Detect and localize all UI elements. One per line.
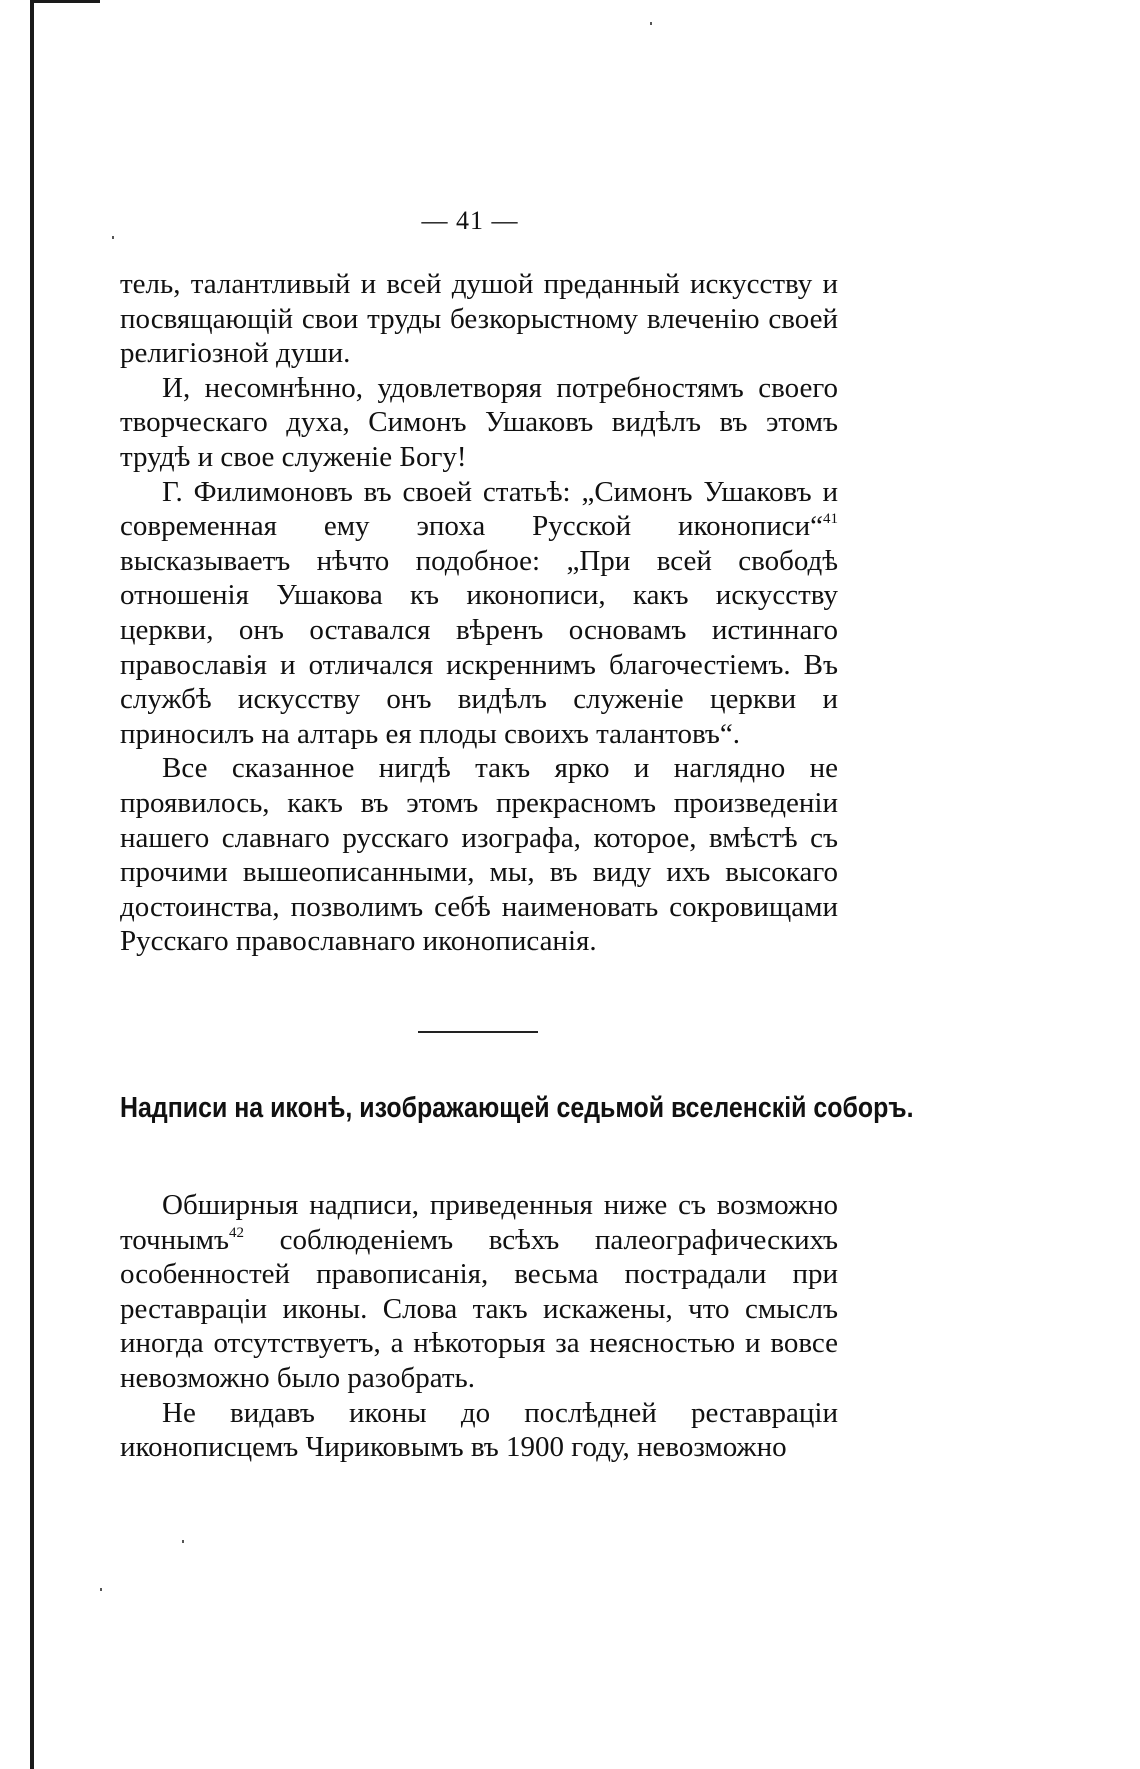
page-number: — 41 — xyxy=(421,206,519,235)
footnote-marker: 42 xyxy=(228,1224,244,1241)
scan-edge-top xyxy=(30,0,100,3)
paragraph-continuation: тель, талантливый и всей душой преданный искусству и посвящающій свои труды безкорыстному влеченію своей религіозной души. xyxy=(120,268,838,370)
scan-speck xyxy=(182,1540,184,1543)
section-separator xyxy=(418,1031,538,1033)
scan-speck xyxy=(650,22,652,25)
paragraph-with-footnote-41 xyxy=(120,475,838,752)
body-text-section-1 xyxy=(120,267,838,959)
section-heading: Надписи на иконѣ, изображающей седьмой вселенскій соборъ. xyxy=(120,1092,914,1124)
paragraph: И, несомнѣнно, удовлетворяя потребностямъ своего творческаго духа, Симонъ Ушаковъ видѣлъ въ этомъ трудѣ и свое служеніе Богу! xyxy=(120,371,838,473)
footnote-marker: 41 xyxy=(823,511,838,528)
scan-speck xyxy=(112,236,114,239)
paragraph: Все сказанное нигдѣ такъ ярко и наглядно не проявилось, какъ въ этомъ прекрасномъ произведеніи нашего славнаго русскаго изографа, которое, вмѣстѣ съ прочими вышеописанными, мы, въ виду ихъ высокаго достоинства, позволимъ себѣ наименовать сокровищами Русскаго православнаго иконописанія. xyxy=(120,752,838,958)
paragraph-with-footnote-42 xyxy=(120,1188,838,1396)
paragraph-text: Г. Филимоновъ въ своей статьѣ: „Симонъ Ушаковъ и современная ему эпоха Русской иконописи“ xyxy=(120,475,838,543)
paragraph-text: соблюденіемъ всѣхъ палеографическихъ особенностей правописанія, весьма пострадали при реставраціи иконы. Слова такъ искажены, что смыслъ иногда отсутствуетъ, а нѣкоторыя за неясностью и вовсе невозможно было разобрать. xyxy=(120,1223,838,1394)
paragraph-text: Обширныя надписи, приведенныя ниже съ возможно точнымъ xyxy=(120,1189,838,1256)
scan-speck xyxy=(100,1588,102,1591)
body-text-section-2 xyxy=(120,1188,838,1465)
paragraph-text: высказываетъ нѣчто подобное: „При всей свободѣ отношенія Ушакова къ иконописи, какъ искусству церкви, онъ оставался вѣренъ основамъ истиннаго православія и отличался искреннимъ благочестіемъ. Въ службѣ искусству онъ видѣлъ служеніе церкви и приносилъ на алтарь ея плоды своихъ талантовъ“. xyxy=(120,544,838,750)
scan-edge-left xyxy=(30,0,34,1769)
paragraph: Не видавъ иконы до послѣдней реставраціи иконописцемъ Чириковымъ въ 1900 году, невозможно xyxy=(120,1396,838,1464)
